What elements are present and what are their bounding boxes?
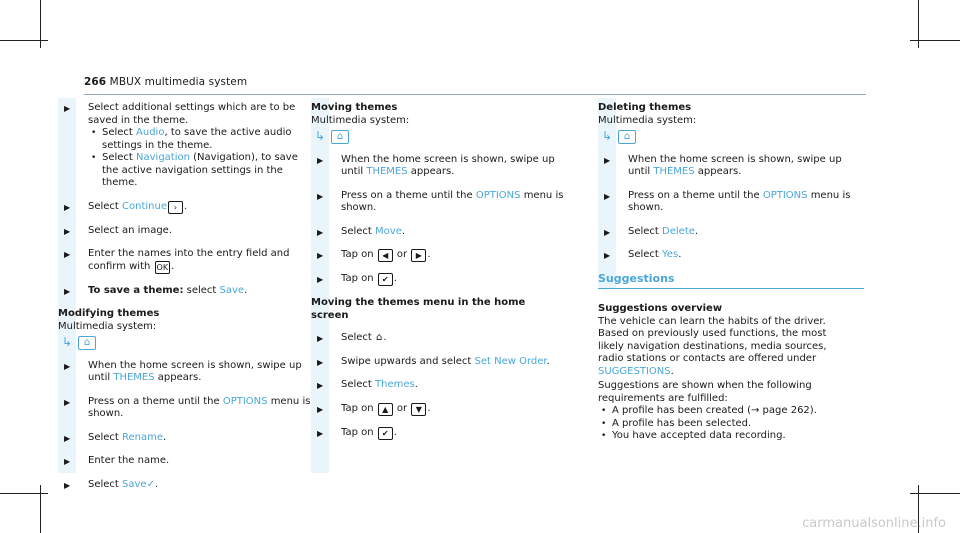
step: ▶ Enter the names into the entry field and confirm with OK . — [64, 248, 290, 272]
section-heading: Deleting themes — [598, 102, 692, 113]
arrow-right-icon: ▶ — [64, 202, 71, 212]
header-divider — [84, 94, 866, 95]
arrow-right-icon: ▶ — [317, 191, 324, 201]
arrow-right-icon: ▶ — [64, 250, 71, 259]
chevron-right-icon: › — [168, 201, 183, 214]
paragraph: Suggestions are shown when the following requirements are fulfilled: — [598, 380, 812, 404]
step: ▶ Select Delete. — [598, 226, 852, 239]
arrow-right-icon: ▶ — [64, 361, 71, 371]
column-1 — [58, 102, 312, 502]
link-navigation[interactable]: Navigation — [136, 152, 190, 163]
step: ▶ Select Yes. — [598, 249, 852, 262]
home-icon: ⌂ — [618, 130, 636, 144]
sub-item: • Select Navigation (Navigation), to save the active navigation settings in the theme. — [91, 152, 298, 188]
step: ▶ Select an image. — [58, 225, 312, 238]
path-arrow-icon: ↳ — [315, 129, 326, 143]
path-arrow-icon: ↳ — [602, 129, 613, 143]
arrow-right-icon: ▶ — [317, 275, 324, 284]
path-label: Multimedia system: — [598, 114, 697, 126]
watermark: carmanualsonline.info — [802, 516, 946, 531]
arrow-right-icon: ▶ — [64, 226, 71, 236]
page-number: 266 — [84, 76, 107, 88]
arrow-right-icon: ▶ — [317, 155, 324, 165]
arrow-right-icon: ▶ — [604, 251, 611, 260]
section-divider — [598, 288, 864, 289]
arrow-right-icon: ▶ — [317, 428, 324, 438]
link-audio[interactable]: Audio — [136, 127, 165, 138]
arrow-up-key-icon: ▲ — [378, 403, 393, 416]
crop-mark — [910, 493, 960, 494]
arrow-left-key-icon: ◀ — [378, 249, 393, 262]
arrow-right-icon: ▶ — [64, 480, 71, 490]
arrow-down-key-icon: ▼ — [411, 403, 426, 416]
step: ▶ Enter the name. — [58, 455, 312, 468]
step: ▶ When the home screen is shown, swipe up until THEMES appears. — [317, 153, 555, 177]
step: ▶ Tap on ✔ . — [311, 427, 565, 440]
list-item: • A profile has been created (→ page 262). — [601, 405, 817, 416]
confirm-check-icon: ✔ — [378, 273, 393, 286]
step: ▶ Press on a theme until the OPTIONS menu is shown. — [604, 189, 851, 213]
home-icon: ⌂ — [331, 130, 349, 144]
arrow-right-icon: ▶ — [317, 227, 324, 237]
arrow-right-icon: ▶ — [317, 334, 324, 343]
paragraph: The vehicle can learn the habits of the driver. Based on previously used functions, the most likely navigation destinations, media sources, radio stations or contacts are offered under SUGGESTIONS. — [598, 315, 827, 377]
bullet-icon: • — [91, 128, 97, 138]
confirm-check-icon: ✔ — [378, 427, 393, 440]
link-continue[interactable]: Continue — [122, 200, 167, 212]
crop-mark — [0, 493, 48, 494]
section-heading: Moving themes — [311, 102, 398, 113]
step: ▶ Tap on ▲ or ▼ . — [311, 403, 565, 416]
arrow-right-icon: ▶ — [604, 155, 611, 165]
bullet-icon: • — [601, 418, 607, 429]
page-header — [84, 76, 247, 88]
bullet-icon: • — [91, 153, 97, 163]
arrow-right-icon: ▶ — [64, 286, 71, 296]
arrow-right-icon: ▶ — [64, 457, 71, 466]
bullet-icon: • — [601, 406, 607, 416]
path-label: Multimedia system: — [58, 320, 157, 332]
menu-path — [62, 335, 312, 350]
bullet-icon: • — [601, 431, 607, 441]
step: ▶ Tap on ◀ or ▶ . — [311, 249, 565, 262]
step: ▶ When the home screen is shown, swipe up until THEMES appears. — [64, 359, 302, 383]
step: ▶ Press on a theme until the OPTIONS menu is shown. — [64, 395, 311, 419]
section-heading: Moving the themes menu in the home screen — [311, 297, 526, 321]
step: ▶ Press on a theme until the OPTIONS menu is shown. — [317, 189, 564, 213]
sub-heading: Suggestions overview — [598, 303, 723, 314]
step: ▶ Select Themes. — [311, 379, 565, 392]
section-heading: Modifying themes — [58, 308, 160, 319]
crop-mark — [0, 40, 48, 41]
path-label: Multimedia system: — [311, 114, 410, 126]
home-icon: ⌂ — [376, 332, 383, 343]
arrow-right-icon: ▶ — [604, 191, 611, 201]
arrow-right-key-icon: ▶ — [411, 249, 426, 262]
step: ▶ Select Save✓. — [58, 479, 312, 492]
arrow-right-icon: ▶ — [64, 397, 71, 407]
column-2 — [311, 102, 565, 451]
step: ▶ Tap on ✔ . — [311, 273, 565, 286]
arrow-right-icon: ▶ — [64, 433, 71, 443]
page-title: MBUX multimedia system — [109, 76, 248, 88]
arrow-right-icon: ▶ — [317, 251, 324, 260]
arrow-right-icon: ▶ — [317, 404, 324, 414]
menu-path — [315, 129, 565, 144]
sub-item: • Select Audio, to save the active audio settings in the theme. — [91, 127, 292, 151]
list-item: • You have accepted data recording. — [601, 430, 786, 441]
list-item: • A profile has been selected. — [601, 417, 752, 429]
path-arrow-icon: ↳ — [62, 335, 73, 349]
ok-button-icon: OK — [156, 262, 169, 272]
step: ▶ Select ⌂. — [311, 332, 565, 345]
step: ▶ Select additional settings which are to be saved in the theme. • Select Audio, to save the active audio settings in the theme. • Select Navigation (Navigation), to save the active navigation settings in the theme. — [58, 102, 312, 190]
step: ▶ When the home screen is shown, swipe up until THEMES appears. — [604, 153, 842, 177]
arrow-right-icon: ▶ — [604, 227, 611, 237]
arrow-right-icon: ▶ — [317, 381, 324, 390]
step: ▶ Select Rename. — [58, 432, 312, 445]
link-save[interactable]: Save — [219, 284, 245, 296]
crop-mark — [910, 40, 960, 41]
menu-path — [602, 129, 852, 144]
section-title: Suggestions — [598, 271, 675, 285]
step: ▶ Select Continue › . — [58, 201, 312, 214]
step: ▶ To save a theme: select Save. — [58, 285, 312, 298]
column-3 — [598, 102, 852, 443]
home-icon: ⌂ — [78, 336, 96, 350]
step: ▶ Swipe upwards and select Set New Order. — [311, 356, 565, 369]
check-icon: ✓ — [146, 478, 155, 490]
arrow-right-icon: ▶ — [317, 357, 324, 367]
arrow-right-icon: ▶ — [64, 104, 71, 113]
step: ▶ Select Move. — [311, 226, 565, 239]
